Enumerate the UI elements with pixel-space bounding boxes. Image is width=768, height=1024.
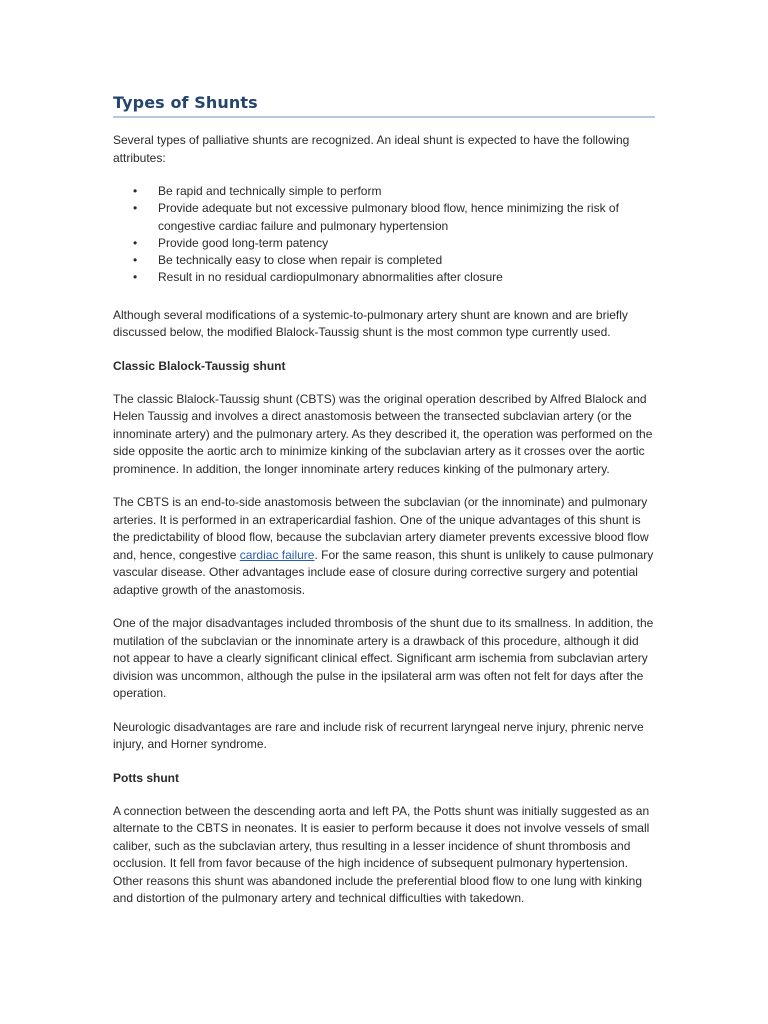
list-item-text: Be rapid and technically simple to perform	[158, 184, 382, 198]
title-divider	[113, 116, 655, 118]
list-item	[133, 183, 658, 200]
section-title: Types of Shunts	[113, 93, 258, 112]
list-item-text: Be technically easy to close when repair is completed	[158, 253, 443, 268]
bullet-icon: •	[133, 184, 138, 198]
bullet-icon: •	[133, 270, 138, 285]
classic-paragraph-1: The classic Blalock-Taussig shunt (CBTS) was the original operation described by Alfred Blalock and Helen Taussig and involves a direct anastomosis between the transected subclavian artery (or the innominate artery) and the pulmonary artery. As they described it, the operation was performed on the side opposite the aortic arch to minimize kinking of the subclavian artery as it crosses over the aortic prominence. In addition, the longer innominate artery reduces kinking of the pulmonary artery.	[113, 391, 653, 476]
summary-paragraph: Although several modifications of a systemic-to-pulmonary artery shunt are known and are briefly discussed below, the modified Blalock-Taussig shunt is the most common type currently used.	[113, 307, 628, 340]
paragraph-text: . For the same reason, this shunt is unlikely to cause pulmonary vascular disease. Other advantages include ease of closure during corrective surgery and potential adaptive growth of the anastomosis.	[113, 547, 654, 597]
intro-paragraph: Several types of palliative shunts are recognized. An ideal shunt is expected to have the following attributes:	[113, 133, 630, 165]
classic-paragraph-2	[113, 494, 658, 599]
potts-paragraph-1: A connection between the descending aorta and left PA, the Potts shunt was initially suggested as an alternate to the CBTS in neonates. It is easier to perform because it does not involve vessels of small caliber, such as the subclavian artery, thus resulting in a lesser incidence of shunt thrombosis and occlusion. It fell from favor because of the high incidence of subsequent pulmonary hypertension. Other reasons this shunt was abandoned include the preferential blood flow to one lung with kinking and distortion of the pulmonary artery and technical difficulties with takedown.	[113, 803, 650, 906]
bullet-icon: •	[133, 201, 138, 216]
attributes-list	[113, 183, 658, 287]
list-item-text: Result in no residual cardiopulmonary abnormalities after closure	[158, 270, 503, 285]
list-item	[133, 235, 658, 252]
paragraph-text: The CBTS is an end-to-side anastomosis between the subclavian (or the innominate) and pulmonary arteries. It is performed in an extrapericardial fashion. One of the unique advantages of this shunt is the predictability of blood flow, because the subclavian artery diameter prevents excessive blood flow and, hence, congestive	[113, 495, 649, 562]
potts-heading: Potts shunt	[113, 770, 179, 785]
list-item	[133, 200, 658, 235]
list-item-text: Provide good long-term patency	[158, 235, 329, 250]
document-page	[113, 92, 658, 924]
list-item	[133, 269, 658, 286]
bullet-icon: •	[133, 253, 138, 268]
classic-paragraph-3: One of the major disadvantages included thrombosis of the shunt due to its smallness. In addition, the mutilation of the subclavian or the innominate artery is a drawback of this procedure, although it did not appear to have a clearly significant clinical effect. Significant arm ischemia from subclavian artery division was uncommon, although the pulse in the ipsilateral arm was often not felt for days after the operation.	[113, 616, 654, 701]
classic-bt-heading: Classic Blalock-Taussig shunt	[113, 358, 286, 373]
classic-paragraph-4: Neurologic disadvantages are rare and include risk of recurrent laryngeal nerve injury, phrenic nerve injury, and Horner syndrome.	[113, 719, 644, 752]
list-item-text: Provide adequate but not excessive pulmonary blood flow, hence minimizing the risk of congestive cardiac failure and pulmonary hypertension	[158, 201, 619, 233]
cardiac-failure-link[interactable]: cardiac failure	[239, 547, 315, 562]
list-item	[133, 252, 658, 269]
bullet-icon: •	[133, 235, 138, 250]
